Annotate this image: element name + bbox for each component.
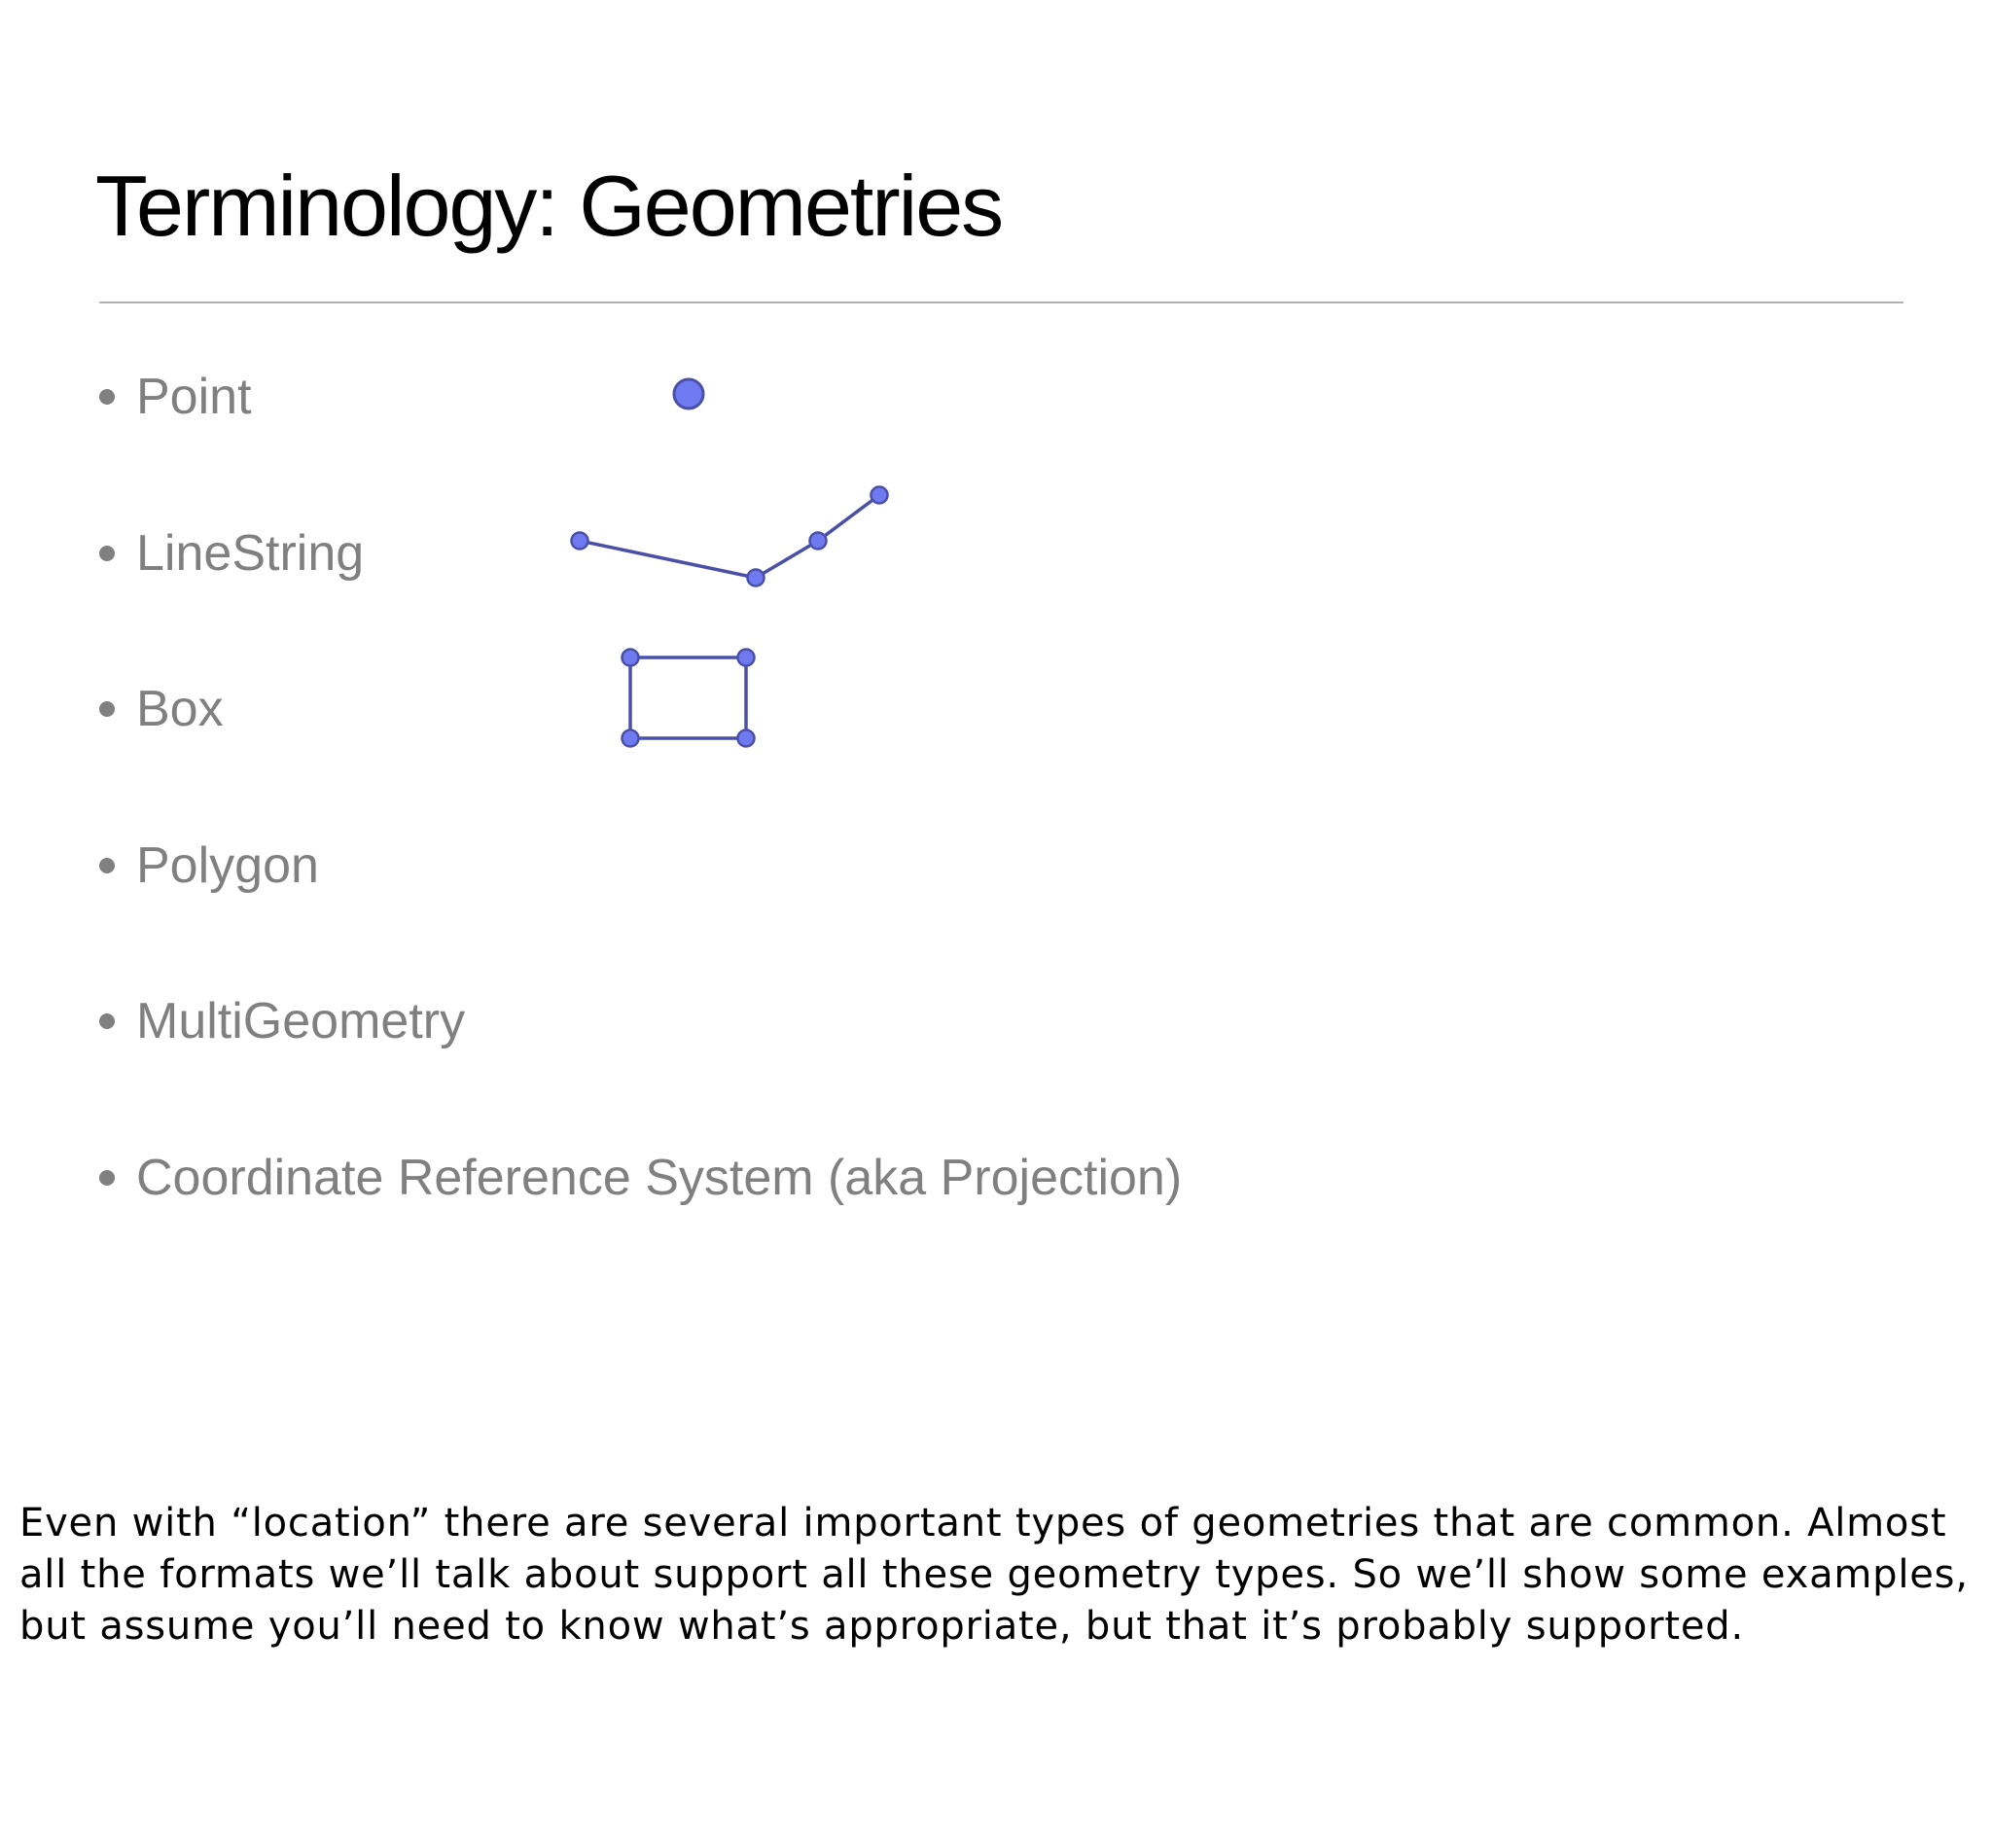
box-outline — [630, 657, 746, 738]
linestring-vertex — [872, 487, 888, 504]
speaker-notes: Even with “location” there are several important types of geometries that are common. Almost all the formats we’ll talk about support all these geometry types. So we’ll show some examples, but assume you’ll need to know what’s appropriate, but that it’s probably supported. — [19, 1501, 1969, 1649]
bullet-icon — [99, 1170, 115, 1186]
point-marker — [674, 379, 703, 409]
bullet-label: LineString — [136, 525, 365, 582]
linestring-vertex — [810, 533, 827, 550]
box-vertex — [622, 730, 639, 747]
box-vertex — [738, 650, 755, 666]
linestring-vertex — [748, 570, 765, 586]
bullet-label: Coordinate Reference System (aka Projection) — [136, 1150, 1183, 1206]
slide-title: Terminology: Geometries — [95, 158, 1003, 254]
bullet-label: Box — [136, 681, 224, 737]
box-illustration — [622, 650, 755, 747]
box-vertex — [738, 730, 755, 747]
bullet-item-multigeometry — [97, 992, 465, 1050]
linestring-vertex — [572, 533, 588, 550]
point-illustration — [674, 379, 703, 409]
bullet-label: MultiGeometry — [136, 993, 466, 1049]
linestring-path — [580, 495, 879, 578]
bullet-label: Point — [136, 369, 252, 425]
bullet-icon — [99, 1013, 115, 1029]
bullet-label: Polygon — [136, 837, 319, 894]
box-vertex — [622, 650, 639, 666]
bullet-item-crs — [97, 1149, 1182, 1207]
geometry-illustrations — [0, 0, 1992, 875]
linestring-illustration — [572, 487, 888, 586]
